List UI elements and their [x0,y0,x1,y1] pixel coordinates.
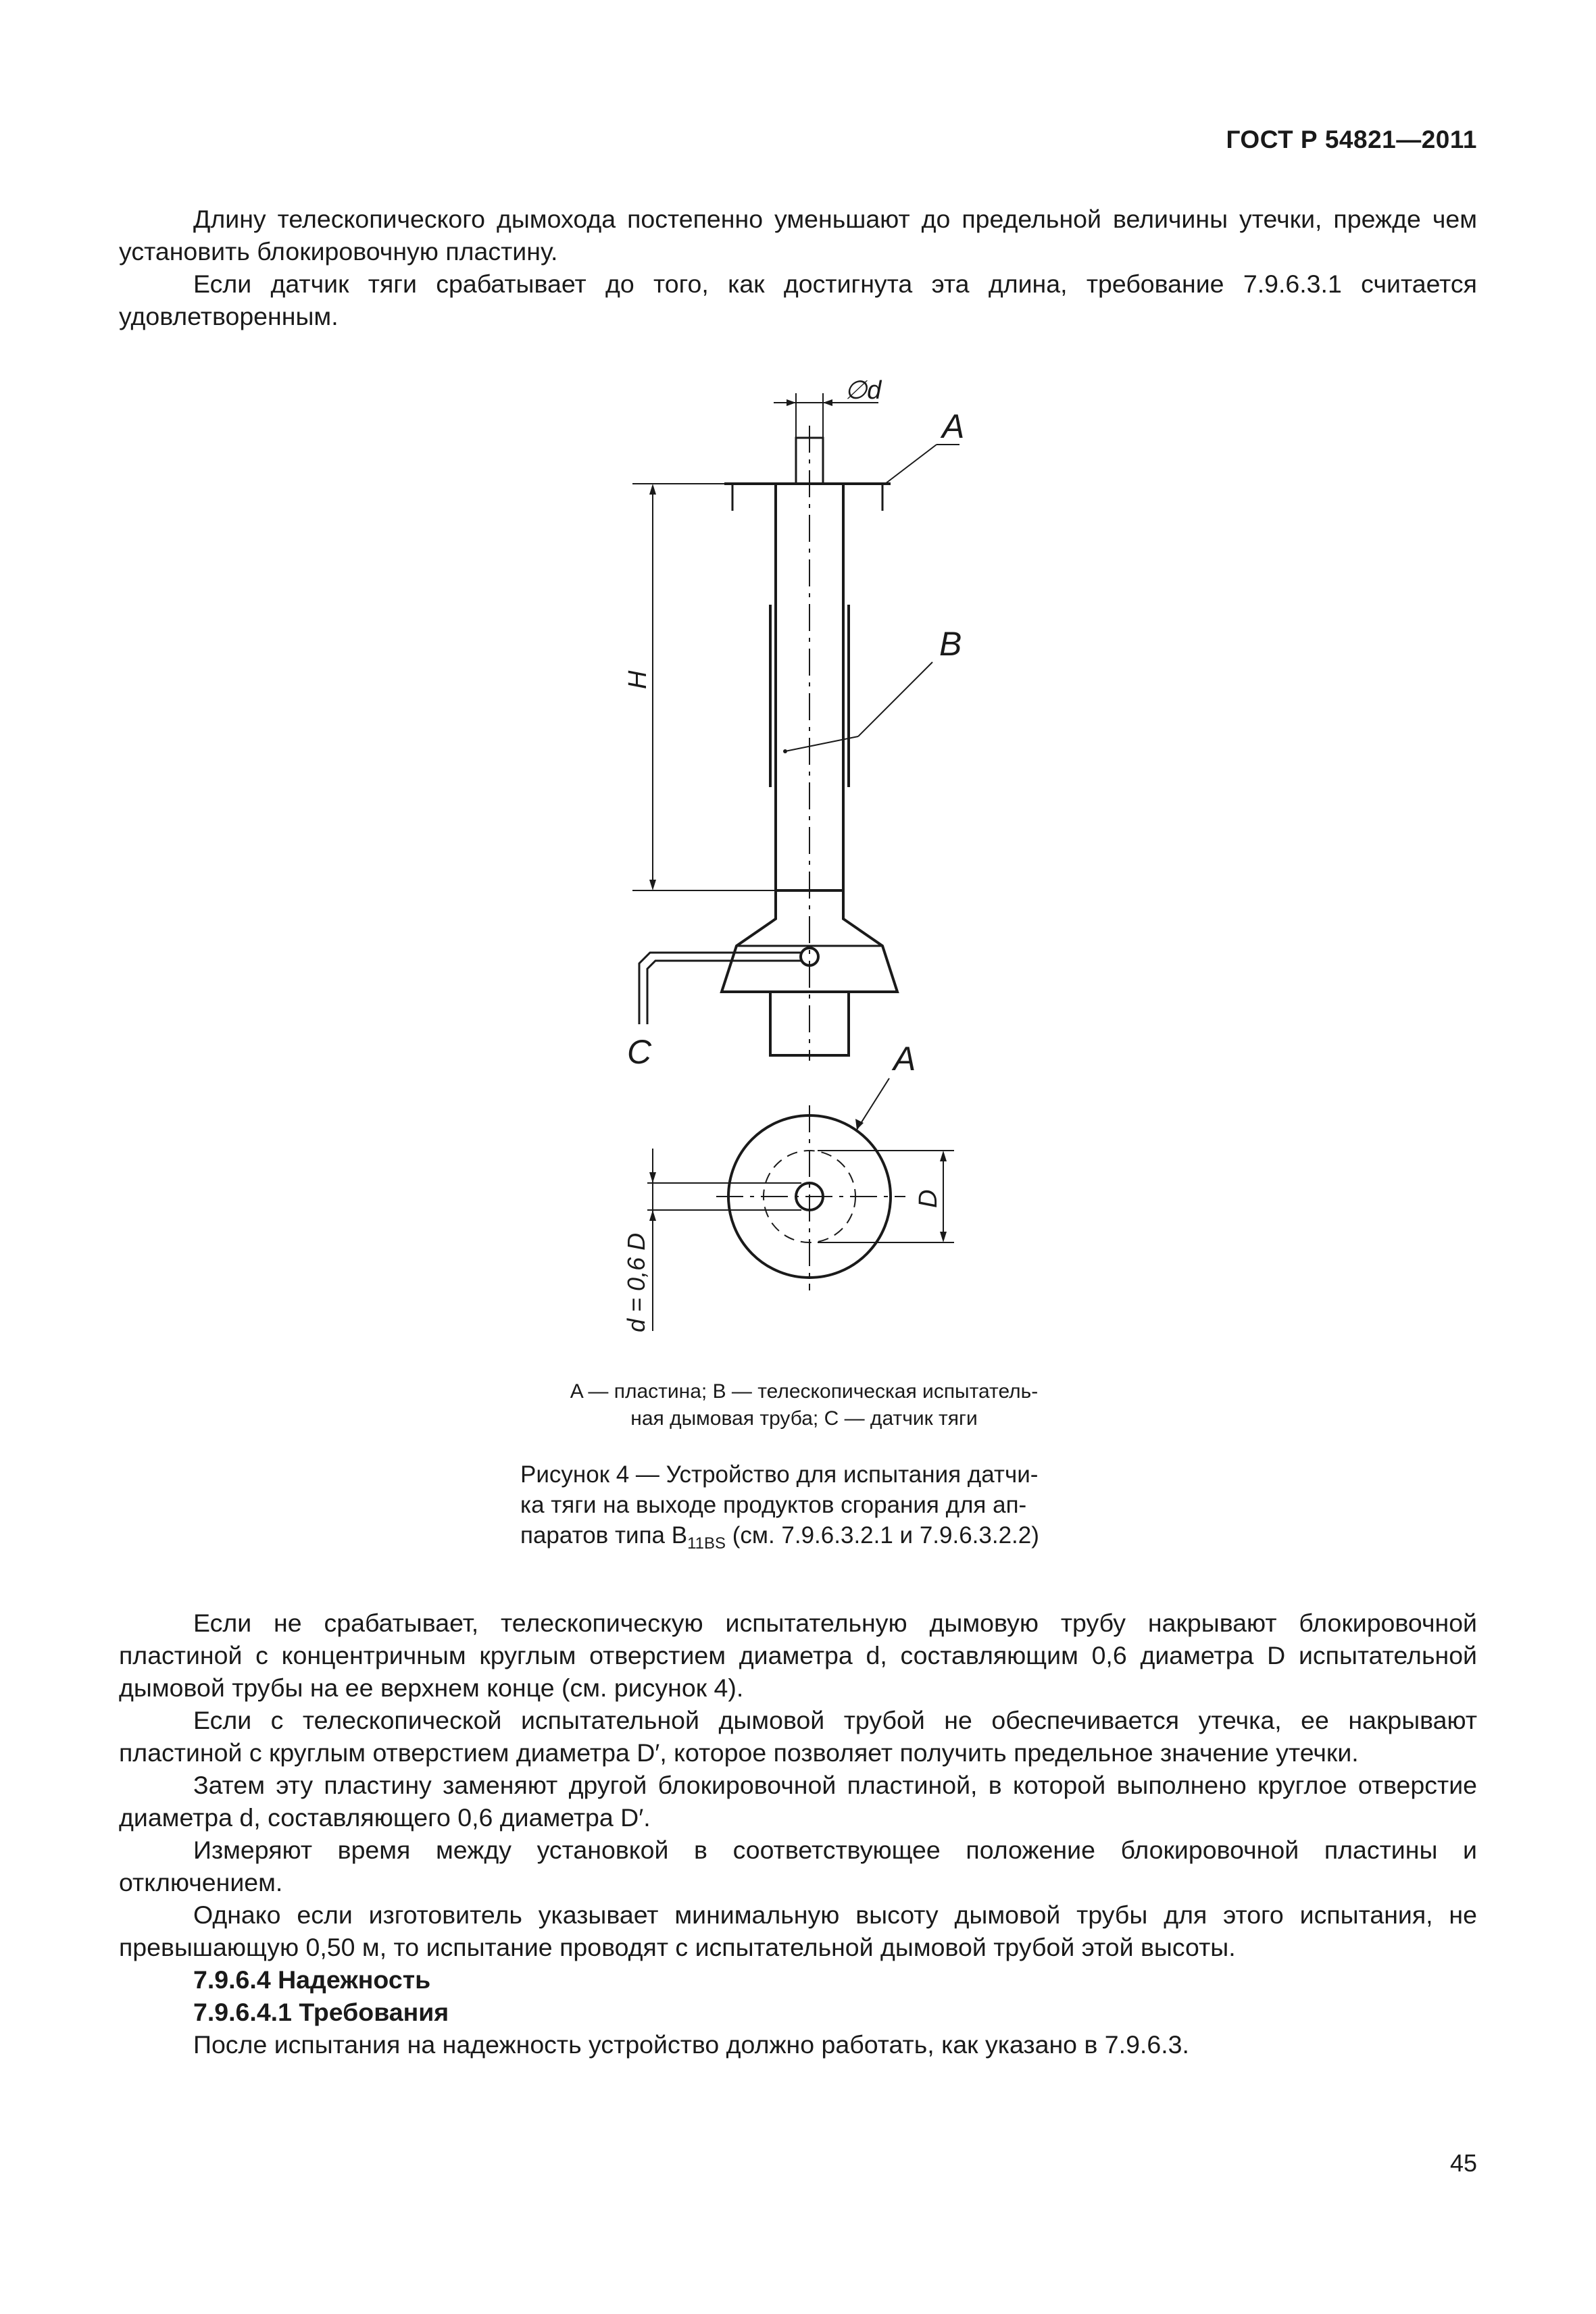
label-d-big: D [914,1189,943,1208]
section-heading-7-9-6-4: 7.9.6.4 Надежность [193,1965,431,1994]
body-paragraph-2: Если с телескопической испытательной дымовой трубой не обеспечивается утечка, ее накрывают пластиной с круглым отверстием диаметра D′, которое позволяет получить предельное значение утечки. [119,1706,1477,1767]
label-h: H [624,670,652,689]
label-a-top: A [942,407,965,445]
page-number: 45 [1449,2149,1477,2177]
legend-line-2: ная дымовая труба; C — датчик тяги [630,1407,978,1430]
caption-line-2: ка тяги на выходе продуктов сгорания для ап- [520,1492,1027,1518]
body-paragraph-1: Если не срабатывает, телескопическую испытательную дымовую трубу накрывают блокировочной пластиной с концентричным круглым отверстием диаметра d, составляющим 0,6 диаметра D испытательной дымовой трубы на ее верхнем конце (см. рисунок 4). [119,1609,1477,1702]
body-paragraph-4: Измеряют время между установкой в соответствующее положение блокировочной пластины и отключением. [119,1836,1477,1896]
intro-paragraph-1: Длину телескопического дымохода постепенно уменьшают до предельной величины утечки, прежде чем установить блокировочную пластину. [119,205,1477,266]
body-text [119,1607,1477,2061]
intro-paragraph-2: Если датчик тяги срабатывает до того, как достигнута эта длина, требование 7.9.6.3.1 считается удовлетворенным. [119,270,1477,330]
label-c: C [627,1033,652,1071]
sensor-wire [639,953,801,1024]
label-b: B [939,625,962,663]
legend-line-1: A — пластина; B — телескопическая испытатель- [570,1380,1039,1403]
figure-caption [520,1459,1088,1559]
body-paragraph-5: Однако если изготовитель указывает минимальную высоту дымовой трубы для этого испытания, не превышающую 0,50 м, то испытание проводят с испытательной дымовой трубой этой высоты. [119,1901,1477,1961]
document-header: ГОСТ Р 54821—2011 [1226,126,1477,153]
body-paragraph-6: После испытания на надежность устройство должно работать, как указано в 7.9.6.3. [193,2030,1189,2059]
label-a-bottom: A [893,1040,916,1078]
caption-line-3: паратов типа $B_{11BS}$ (см. 7.9.6.3.2.1 и 7.9.6.3.2.2) [520,1522,1039,1553]
label-d-diameter: ∅d [845,376,882,405]
figure-legend [520,1378,1088,1432]
label-d-formula: d = 0,6 D [622,1232,650,1332]
caption-line-1: Рисунок 4 — Устройство для испытания датчи- [520,1461,1039,1488]
section-heading-7-9-6-4-1: 7.9.6.4.1 Требования [193,1998,449,2026]
body-paragraph-3: Затем эту пластину заменяют другой блокировочной пластиной, в которой выполнено круглое отверстие диаметра d, составляющего 0,6 диаметра D′. [119,1771,1477,1832]
